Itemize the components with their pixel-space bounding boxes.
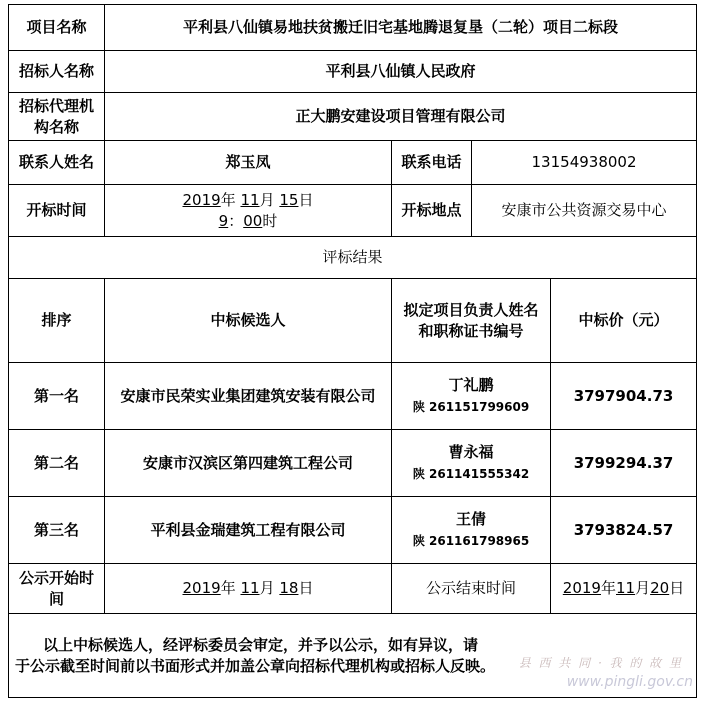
result-title-row	[9, 237, 697, 279]
project-row	[9, 5, 697, 51]
publicity-row	[9, 564, 697, 614]
contact-name-label: 联系人姓名	[9, 141, 105, 185]
agency-row	[9, 93, 697, 141]
price-header: 中标价（元）	[551, 279, 697, 363]
tenderer-row	[9, 51, 697, 93]
agency-label: 招标代理机 构名称	[9, 93, 105, 141]
candidate-header: 中标候选人	[105, 279, 392, 363]
publicity-start-label: 公示开始时 间	[9, 564, 105, 614]
candidate-company: 安康市汉滨区第四建筑工程公司	[105, 430, 392, 497]
manager-header: 拟定项目负责人姓名 和职称证书编号	[392, 279, 551, 363]
agency-name: 正大鹏安建设项目管理有限公司	[105, 93, 697, 141]
opening-place-label: 开标地点	[392, 185, 472, 237]
tenderer-name: 平利县八仙镇人民政府	[105, 51, 697, 93]
bid-price: 3793824.57	[551, 497, 697, 564]
contact-phone: 13154938002	[472, 141, 697, 185]
contact-row	[9, 141, 697, 185]
bid-price: 3799294.37	[551, 430, 697, 497]
publicity-end-date: 2019年11月20日	[551, 564, 697, 614]
rank: 第三名	[9, 497, 105, 564]
rank: 第一名	[9, 363, 105, 430]
watermark-text: 县 西 共 同 · 我 的 故 里	[518, 656, 683, 670]
publicity-end-label: 公示结束时间	[392, 564, 551, 614]
table-row	[9, 430, 697, 497]
candidate-company: 平利县金瑞建筑工程有限公司	[105, 497, 392, 564]
contact-phone-label: 联系电话	[392, 141, 472, 185]
project-label: 项目名称	[9, 5, 105, 51]
result-header-row	[9, 279, 697, 363]
opening-place: 安康市公共资源交易中心	[472, 185, 697, 237]
contact-name: 郑玉凤	[105, 141, 392, 185]
table-row	[9, 497, 697, 564]
candidate-company: 安康市民荣实业集团建筑安装有限公司	[105, 363, 392, 430]
bid-price: 3797904.73	[551, 363, 697, 430]
manager: 丁礼鹏 陕 261151799609	[392, 363, 551, 430]
rank: 第二名	[9, 430, 105, 497]
rank-header: 排序	[9, 279, 105, 363]
opening-time: 2019年 11月 15日 9：00时	[105, 185, 392, 237]
opening-time-label: 开标时间	[9, 185, 105, 237]
bid-result-table	[8, 4, 697, 698]
result-title: 评标结果	[9, 237, 697, 279]
publicity-start-date: 2019年 11月 18日	[105, 564, 392, 614]
project-name: 平利县八仙镇易地扶贫搬迁旧宅基地腾退复垦（二轮）项目二标段	[105, 5, 697, 51]
watermark-url: www.pingli.gov.cn	[566, 674, 693, 690]
tenderer-label: 招标人名称	[9, 51, 105, 93]
manager: 王倩 陕 261161798965	[392, 497, 551, 564]
manager: 曹永福 陕 261141555342	[392, 430, 551, 497]
table-row	[9, 363, 697, 430]
publicity-notice: 以上中标候选人，经评标委员会审定，并予以公示，如有异议，请 于公示截至时间前以书面形式并加盖公章向招标代理机构或招标人反映。	[9, 614, 697, 698]
opening-row	[9, 185, 697, 237]
